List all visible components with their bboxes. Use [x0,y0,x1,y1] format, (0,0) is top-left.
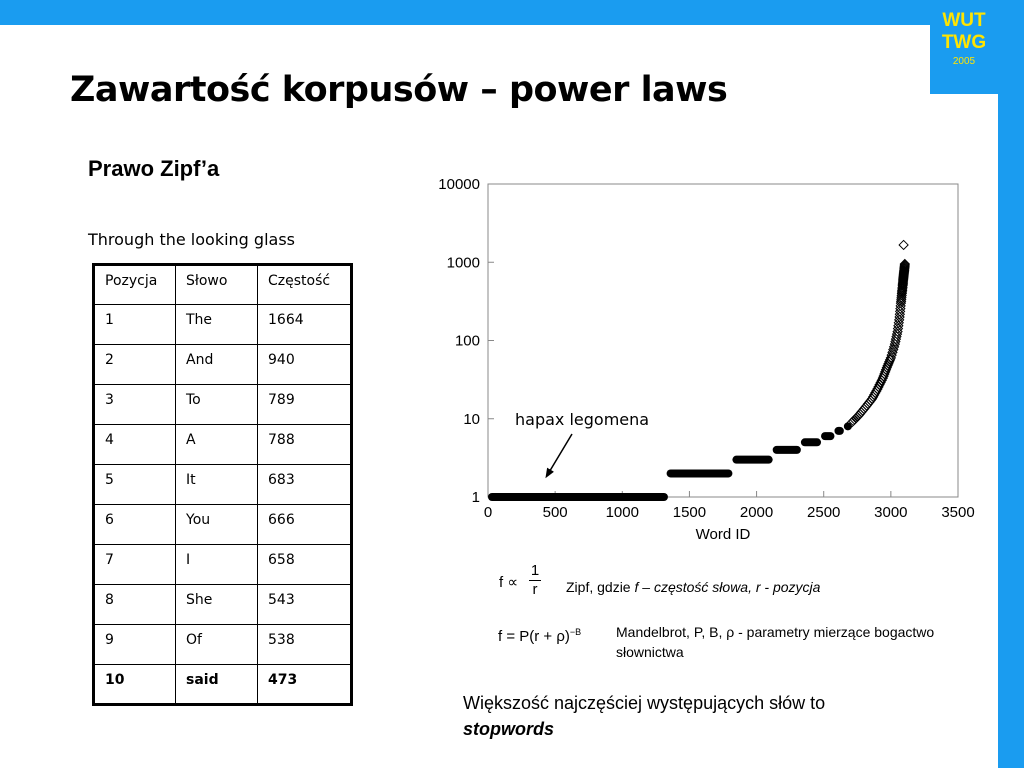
slide-subtitle: Prawo Zipf’a [88,156,220,181]
cell-word: The [176,305,258,345]
cell-position: 6 [94,505,176,545]
x-tick-label: 1000 [605,504,639,521]
cell-word: I [176,545,258,585]
y-tick-group [438,176,494,506]
zipf-label: Zipf, gdzie [566,579,635,595]
zipf-fraction [528,562,542,599]
note-emphasis: stopwords [463,719,555,739]
zipf-denominator: r [532,581,538,598]
cell-frequency: 543 [258,585,352,625]
y-tick-label: 10 [463,410,480,428]
cell-frequency: 940 [258,345,352,385]
hapax-annotation: hapax legomena [515,410,650,429]
zipf-numerator: 1 [530,562,540,579]
cell-word: said [176,665,258,705]
stopwords-note [463,690,825,742]
mandelbrot-formula [498,627,581,645]
cell-position: 3 [94,385,176,425]
table-row [94,305,352,345]
cell-frequency: 683 [258,465,352,505]
data-point [899,240,908,249]
header-cell-frequency: Częstość [258,265,352,305]
logo-line-2: TWG [941,32,987,53]
cell-frequency: 538 [258,625,352,665]
wut-logo [930,0,998,94]
data-point [858,406,867,415]
table-row [94,385,352,425]
top-bar [0,0,1024,25]
data-segment [667,469,733,477]
table-row [94,425,352,465]
mandelbrot-formula-base: f = P(r + ρ) [498,628,570,645]
y-tick-label: 100 [454,332,480,350]
header-cell-position: Pozycja [94,265,176,305]
data-segment [732,456,772,464]
x-tick-label: 3000 [874,504,908,521]
table-caption: Through the looking glass [88,230,295,249]
table-row [94,665,352,705]
cell-position: 1 [94,305,176,345]
cell-word: She [176,585,258,625]
mandelbrot-exponent: −B [569,627,582,637]
plot-frame [488,184,958,497]
x-tick-label: 2500 [807,504,841,521]
right-bar [998,25,1024,768]
zipf-formula-lhs: f ∝ [499,574,519,591]
cell-position: 8 [94,585,176,625]
cell-word: You [176,505,258,545]
cell-position: 9 [94,625,176,665]
x-tick-label: 2000 [739,504,774,521]
x-tick-label: 500 [542,504,568,521]
x-tick-label: 1500 [672,504,707,521]
data-segment [773,446,801,454]
cell-frequency: 666 [258,505,352,545]
table-row [94,465,352,505]
data-segment [834,427,843,435]
annotation-arrow [548,434,572,474]
table-row [94,585,352,625]
data-segment [801,438,821,446]
cell-position: 7 [94,545,176,585]
logo-year: 2005 [952,56,976,67]
cell-frequency: 788 [258,425,352,465]
table-row [94,625,352,665]
cell-word: To [176,385,258,425]
table-header-row [94,265,352,305]
zipf-label-italic: f – częstość słowa, r - pozycja [634,579,821,595]
data-segment [488,493,668,501]
data-segment [821,432,834,440]
y-tick-label: 10000 [438,176,480,193]
cell-position: 10 [94,665,176,705]
cell-word: A [176,425,258,465]
cell-word: And [176,345,258,385]
zipf-chart [420,170,990,555]
data-marks [488,240,909,501]
cell-frequency: 658 [258,545,352,585]
x-tick-label: 0 [483,504,493,521]
cell-position: 5 [94,465,176,505]
cell-frequency: 1664 [258,305,352,345]
y-tick-label: 1 [471,489,480,506]
cell-word: Of [176,625,258,665]
logo-line-1: WUT [942,10,986,31]
cell-frequency: 473 [258,665,352,705]
note-text: Większość najczęściej występujących słów to [463,693,826,713]
cell-position: 2 [94,345,176,385]
slide-title: Zawartość korpusów – power laws [70,70,728,110]
mandelbrot-description: Mandelbrot, P, B, ρ - parametry mierzące bogactwo słownictwa [616,624,935,660]
frequency-table [92,263,353,706]
table-row [94,345,352,385]
x-axis-label: Word ID [695,526,751,543]
cell-position: 4 [94,425,176,465]
cell-word: It [176,465,258,505]
zipf-description [566,579,820,595]
frequency-table-wrap [92,263,353,706]
cell-frequency: 789 [258,385,352,425]
table-row [94,505,352,545]
y-tick-label: 1000 [446,254,480,272]
table-row [94,545,352,585]
x-tick-label: 3500 [941,504,975,521]
header-cell-word: Słowo [176,265,258,305]
